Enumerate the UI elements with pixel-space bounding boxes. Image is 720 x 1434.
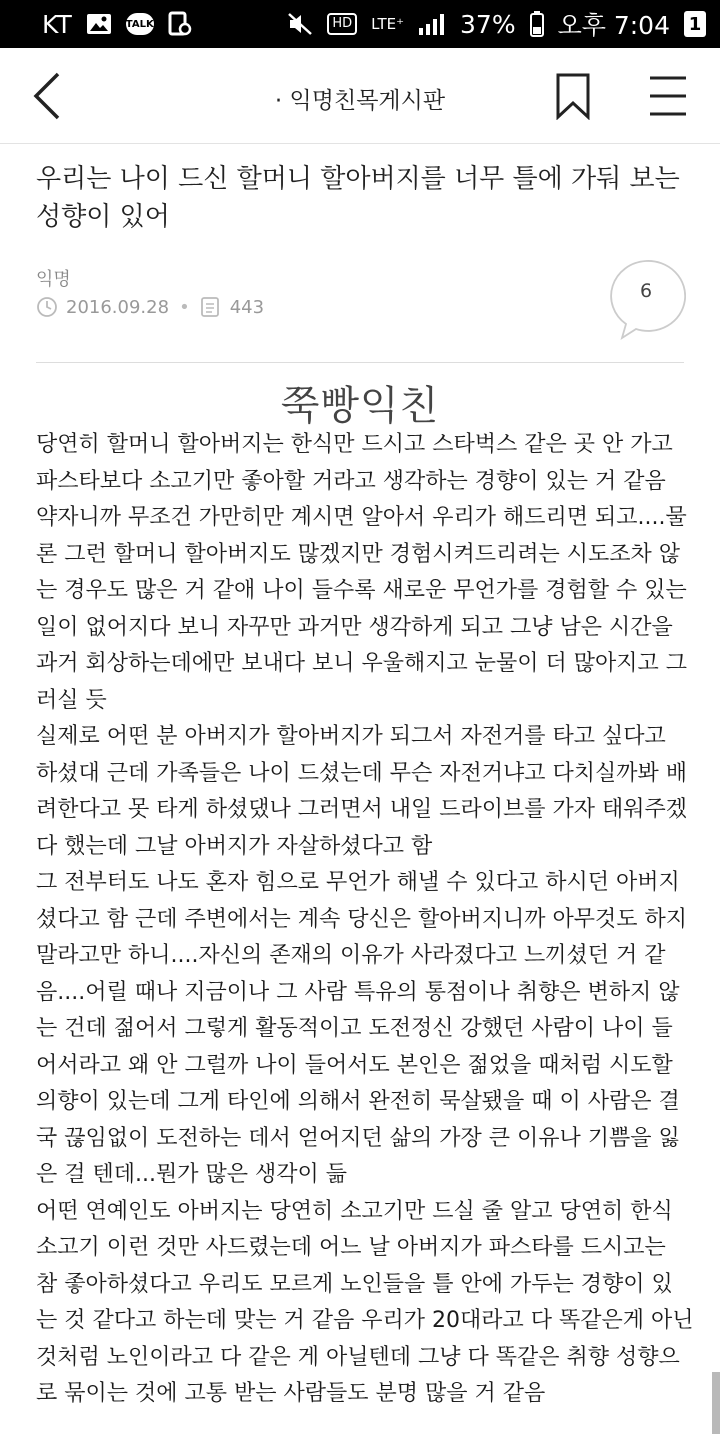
lte-icon: LTE⁺ — [371, 14, 405, 33]
status-bar — [0, 0, 720, 48]
post-body-line: 약자니까 무조건 가만히만 계시면 알아서 우리가 해드리면 되고....물 — [36, 505, 687, 530]
carrier-label: KT — [42, 9, 72, 39]
post-body-line: 하셨대 근데 가족들은 나이 드셨는데 무슨 자전거냐고 다치실까봐 배 — [36, 760, 688, 786]
post-body-line: 어떤 연예인도 아버지는 당연히 소고기만 드실 줄 알고 당연히 한식 — [36, 1198, 673, 1224]
post-body-line: 는 건데 젊어서 그렇게 활동적이고 도전정신 강했던 사람이 나이 들 — [36, 1016, 673, 1041]
kakaotalk-icon: TALK — [126, 13, 154, 35]
post-author[interactable]: 익명 — [36, 269, 71, 290]
mute-icon — [287, 12, 313, 36]
post-date: 2016.09.28 — [66, 296, 170, 318]
post-body-line: 말라고만 하니....자신의 존재의 이유가 사라졌다고 느끼셨던 거 같 — [36, 943, 666, 968]
post-body-line: 는 경우도 많은 거 같애 나이 들수록 새로운 무언가를 경험할 수 있는 — [36, 578, 687, 603]
hamburger-menu-icon — [648, 74, 688, 118]
notification-count-badge: 1 — [684, 11, 706, 37]
scrollbar-thumb[interactable] — [712, 1372, 720, 1434]
menu-button[interactable] — [648, 74, 688, 118]
post-body-line: 어서라고 왜 안 그럴까 나이 들어서도 본인은 젊었을 때처럼 시도할 — [36, 1052, 673, 1078]
bookmark-button[interactable] — [554, 72, 592, 120]
post-body-line: 파스타보다 소고기만 좋아할 거라고 생각하는 경향이 있는 거 같음 — [36, 468, 666, 494]
post-body-line: 은 걸 텐데...뭔가 많은 생각이 듦 — [36, 1162, 347, 1187]
post-body-line: 소고기 이런 것만 사드렸는데 어느 날 아버지가 파스타를 드시고는 — [36, 1235, 666, 1260]
post-body-line: 실제로 어떤 분 아버지가 할아버지가 되그서 자전거를 타고 싶다고 — [36, 724, 666, 749]
screenshot-icon — [168, 11, 192, 37]
battery-icon — [530, 11, 544, 37]
board-title[interactable]: · 익명친목게시판 — [274, 88, 446, 114]
clock-icon — [36, 296, 58, 318]
meta-separator: • — [179, 296, 190, 318]
gallery-icon — [86, 13, 112, 35]
post-body-line: 셨다고 함 근데 주변에서는 계속 당신은 할아버지니까 아무것도 하지 — [36, 906, 688, 932]
clock: 오후 7:04 — [557, 11, 670, 40]
post-body-line: 음....어릴 때나 지금이나 그 사람 특유의 통점이나 취향은 변하지 않 — [36, 979, 680, 1005]
post-body-line: 참 좋아하셨다고 우리도 모르게 노인들을 틀 안에 가두는 경향이 있 — [36, 1271, 673, 1297]
post-body-line: 과거 회상하는데에만 보내다 보니 우울해지고 눈물이 더 많아지고 그 — [36, 651, 688, 676]
signal-icon — [418, 12, 446, 36]
post-body — [36, 427, 696, 1413]
comment-count[interactable]: 6 — [639, 280, 653, 302]
hd-voice-icon: HD — [327, 13, 357, 35]
post-body-line: 려한다고 못 타게 하셨댔나 그러면서 내일 드라이브를 가자 태워주겠 — [36, 797, 688, 822]
post-body-line: 것처럼 노인이라고 다 같은 게 아닐텐데 그냥 다 똑같은 취향 성향으 — [36, 1344, 680, 1370]
post-body-line: 러실 듯 — [36, 687, 107, 713]
watermark-text: 쭉빵익친 — [280, 383, 440, 429]
post-body-line: 당연히 할머니 할아버지는 한식만 드시고 스타벅스 같은 곳 안 가고 — [36, 432, 673, 457]
status-bar-right — [287, 6, 706, 42]
post-body-line: 국 끊임없이 도전하는 데서 얻어지던 삶의 가장 큰 이유나 기쁨을 잃 — [36, 1125, 680, 1151]
post-body-line: 는 것 같다고 하는데 맞는 거 같음 우리가 20대라고 다 똑같은게 아닌 — [36, 1308, 694, 1333]
post-body-line: 의향이 있는데 그게 타인에 의해서 완전히 묵살됐을 때 이 사람은 결 — [36, 1089, 680, 1114]
post-meta — [36, 296, 264, 318]
post-body-line: 그 전부터도 나도 혼자 힘으로 무언가 해낼 수 있다고 하시던 아버지 — [36, 870, 680, 895]
post-views: 443 — [229, 296, 265, 318]
status-bar-left — [42, 10, 192, 39]
bookmark-icon — [554, 72, 592, 120]
views-icon — [200, 296, 220, 318]
post-title: 우리는 나이 드신 할머니 할아버지를 너무 틀에 가둬 보는 성향이 있어 — [36, 164, 680, 232]
post-body-line: 로 묶이는 것에 고통 받는 사람들도 분명 많을 거 같음 — [36, 1381, 546, 1406]
battery-percent: 37% — [460, 9, 516, 39]
app-bar — [0, 48, 720, 144]
post-body-line: 다 했는데 그날 아버지가 자살하셨다고 함 — [36, 833, 433, 859]
divider — [36, 362, 684, 363]
post-body-line: 일이 없어지다 보니 자꾸만 과거만 생각하게 되고 그냥 남은 시간을 — [36, 614, 673, 640]
post-body-line: 론 그런 할머니 할아버지도 많겠지만 경험시켜드리려는 시도조차 않 — [36, 541, 681, 567]
